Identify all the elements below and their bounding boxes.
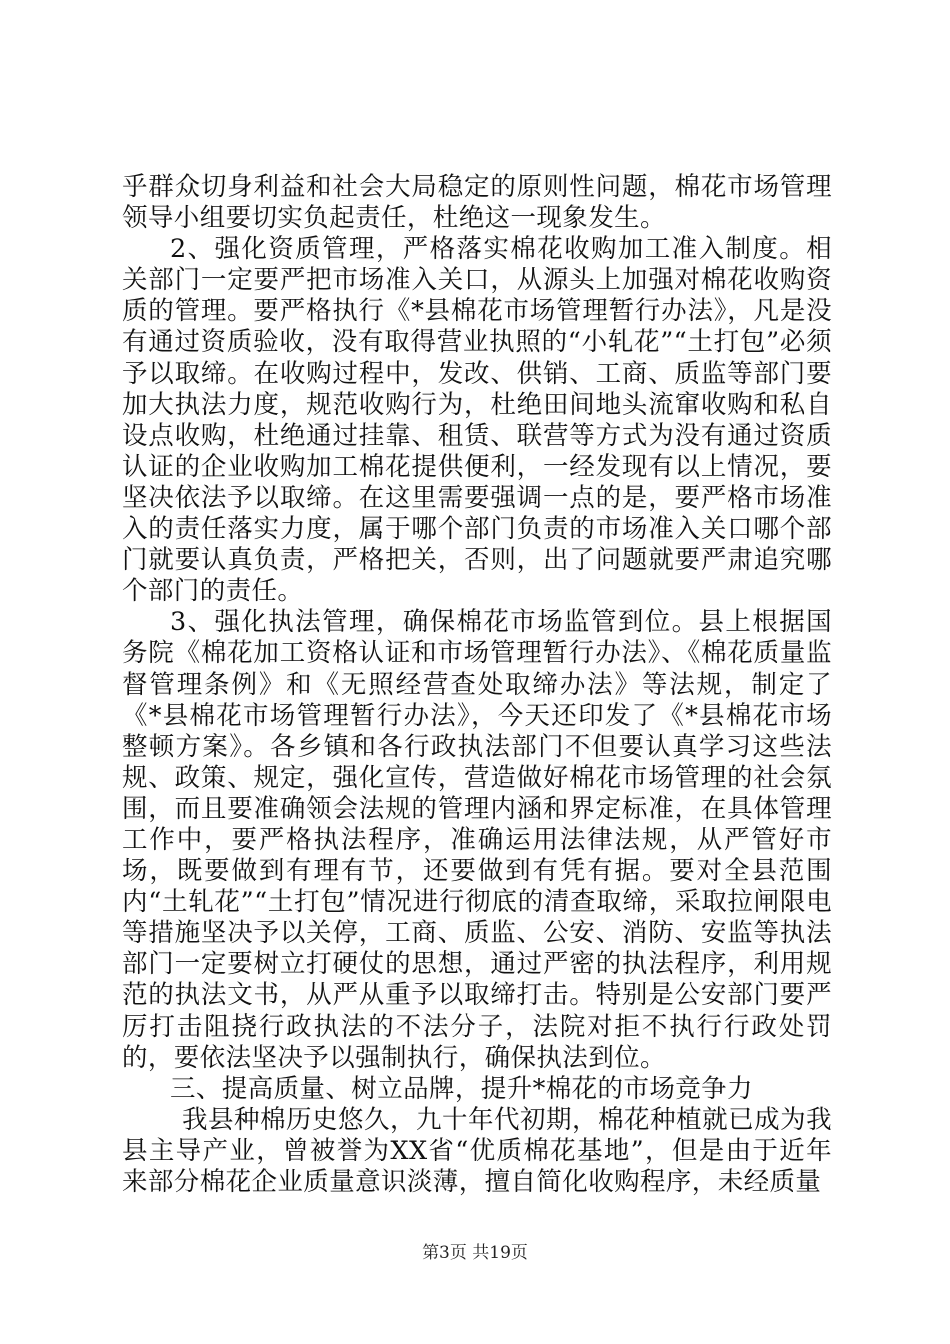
section-heading-quality-brand: 三、提高质量、树立品牌，提升*棉花的市场竞争力 — [170, 1073, 753, 1104]
page-footer — [0, 1243, 950, 1263]
paragraph-qualification-management: 2、强化资质管理，严格落实棉花收购加工准入制度。相关部门一定要严把市场准入关口，从源头上加强对棉花收购资质的管理。要严格执行《*县棉花市场管理暂行办法》，凡是没有通过资质验收，没有取得营业执照的“小轧花”“土打包”必须予以取缔。在收购过程中，发改、供销、工商、质监等部门要加大执法力度，规范收购行为，杜绝田间地头流窜收购和私自设点收购，杜绝通过挂靠、租赁、联营等方式为没有通过资质认证的企业收购加工棉花提供便利，一经发现有以上情况，要坚决依法予以取缔。在这里需要强调一点的是，要严格市场准入的责任落实力度，属于哪个部门负责的市场准入关口哪个部门就要认真负责，严格把关，否则，出了问题就要严肃追究哪个部门的责任。 — [122, 234, 832, 607]
document-body — [122, 172, 832, 1198]
page-number-label: 第3页 共19页 — [422, 1243, 528, 1263]
paragraph-continuation: 乎群众切身利益和社会大局稳定的原则性问题，棉花市场管理领导小组要切实负起责任，杜绝这一现象发生。 — [122, 172, 832, 234]
paragraph-cotton-history: 我县种棉历史悠久，九十年代初期，棉花种植就已成为我县主导产业，曾被誉为XX省“优质棉花基地”，但是由于近年来部分棉花企业质量意识淡薄，擅自简化收购程序，未经质量 — [122, 1104, 832, 1197]
paragraph-law-enforcement: 3、强化执法管理，确保棉花市场监管到位。县上根据国务院《棉花加工资格认证和市场管理暂行办法》、《棉花质量监督管理条例》和《无照经营查处取缔办法》等法规，制定了《*县棉花市场管理暂行办法》，今天还印发了《*县棉花市场整顿方案》。各乡镇和各行政执法部门不但要认真学习这些法规、政策、规定，强化宣传，营造做好棉花市场管理的社会氛围，而且要准确领会法规的管理内涵和界定标准，在具体管理工作中，要严格执法程序，准确运用法律法规，从严管好市场，既要做到有理有节，还要做到有凭有据。要对全县范围内“土轧花”“土打包”情况进行彻底的清查取缔，采取拉闸限电等措施坚决予以关停，工商、质监、公安、消防、安监等执法部门一定要树立打硬仗的思想，通过严密的执法程序，利用规范的执法文书，从严从重予以取缔打击。特别是公安部门要严厉打击阻挠行政执法的不法分子，法院对拒不执行行政处罚的，要依法坚决予以强制执行，确保执法到位。 — [122, 607, 832, 1073]
